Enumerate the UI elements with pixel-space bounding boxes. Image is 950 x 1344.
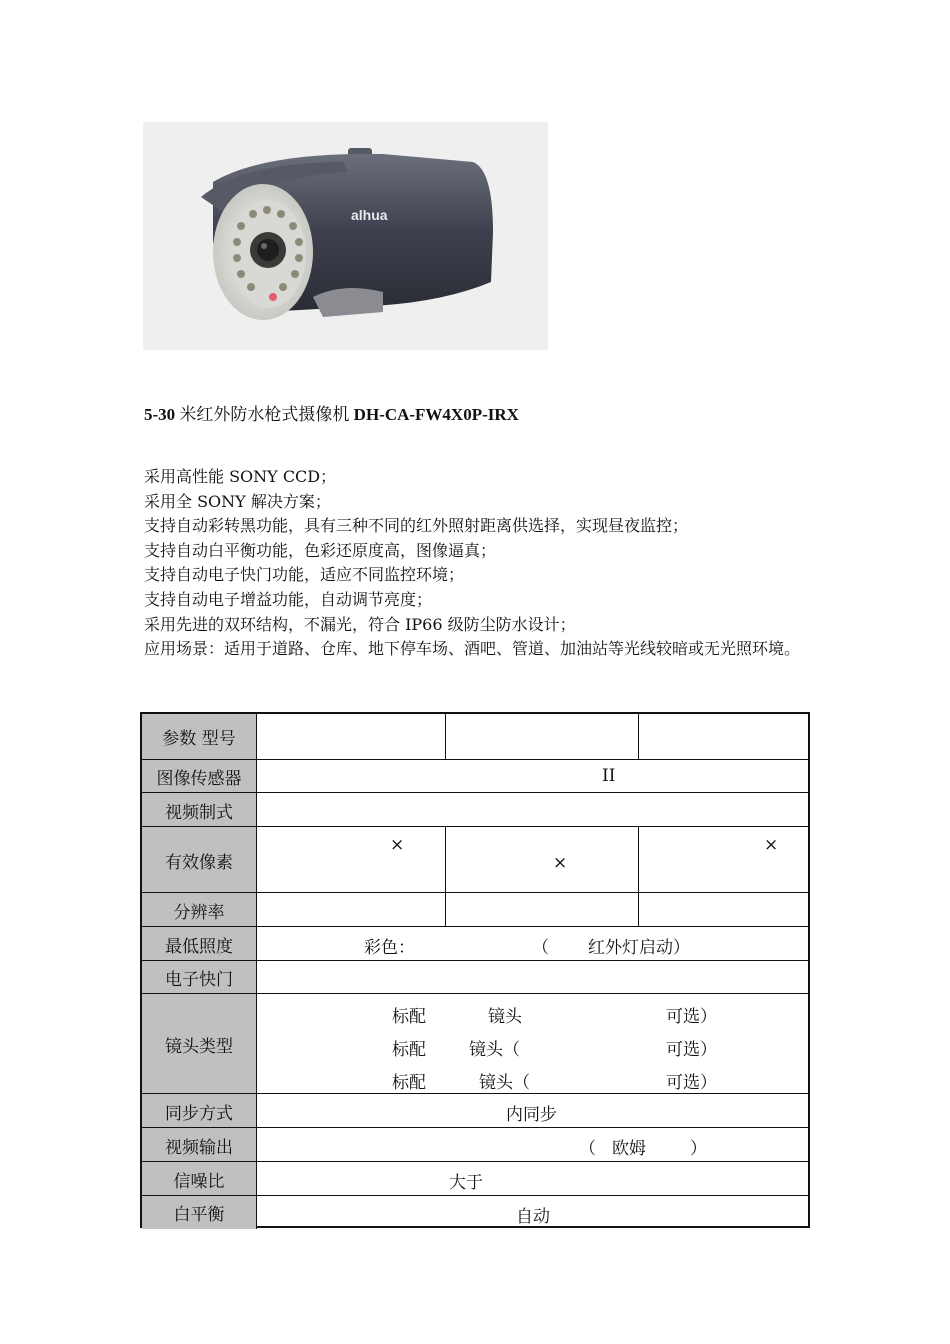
spec-label: 图像传感器 (142, 760, 257, 793)
lens-option: 标配 (392, 1007, 426, 1027)
spec-row-lens (142, 993, 808, 1094)
spec-row-model (142, 714, 808, 759)
spec-label: 白平衡 (142, 1196, 257, 1229)
spec-label: 信噪比 (142, 1162, 257, 1196)
spec-label: 最低照度 (142, 927, 257, 961)
spec-row-pixels (142, 826, 808, 893)
snr-value: 大于 (449, 1173, 483, 1193)
min-lux-ir: 红外灯启动） (588, 938, 690, 958)
spec-row-video-standard (142, 792, 808, 827)
pixels-value: × (390, 835, 405, 855)
spec-label: 同步方式 (142, 1094, 257, 1128)
min-lux-paren: （ (532, 938, 549, 958)
title-model: DH-CA-FW4X0P-IRX (353, 405, 519, 424)
feature-item: 采用高性能 SONY CCD； (144, 467, 337, 486)
lens-option: 可选） (666, 1073, 717, 1093)
spec-row-white-balance (142, 1195, 808, 1229)
spec-label: 分辨率 (142, 893, 257, 927)
feature-item: 采用先进的双环结构，不漏光，符合 IP66 级防尘防水设计； (144, 614, 576, 634)
spec-row-sensor (142, 759, 808, 793)
spec-label: 视频输出 (142, 1128, 257, 1162)
product-photo (143, 122, 548, 350)
spec-label: 视频制式 (142, 793, 257, 827)
lens-option: 镜头 (488, 1007, 522, 1027)
lens-option: 标配 (392, 1073, 426, 1093)
video-out-paren-close: ） (690, 1139, 707, 1159)
title-range: 5-30 (144, 405, 176, 424)
video-out-paren-open: （ (579, 1139, 596, 1159)
feature-item: 采用全 SONY 解决方案； (144, 491, 331, 511)
lens-option: 可选） (666, 1007, 717, 1027)
lens-option: 镜头（ (479, 1073, 530, 1093)
sync-value: 内同步 (506, 1105, 557, 1125)
product-title (144, 400, 519, 425)
spec-row-min-illumination (142, 926, 808, 961)
pixels-value: × (764, 835, 779, 855)
spec-row-resolution (142, 892, 808, 927)
feature-item: 支持自动白平衡功能，色彩还原度高，图像逼真； (144, 540, 497, 560)
spec-row-sync (142, 1093, 808, 1128)
feature-item: 支持自动彩转黑功能，具有三种不同的红外照射距离供选择，实现昼夜监控； (144, 516, 689, 536)
wb-value: 自动 (516, 1207, 550, 1227)
column-divider (445, 893, 446, 927)
column-divider (638, 893, 639, 927)
sensor-value: II (602, 766, 616, 786)
min-lux-color: 彩色： (364, 938, 415, 958)
spec-label: 镜头类型 (142, 994, 257, 1094)
title-description: 米红外防水枪式摄像机 (175, 405, 354, 424)
camera-illustration (143, 122, 548, 350)
column-divider (638, 827, 639, 893)
spec-label: 电子快门 (142, 961, 257, 994)
spec-row-snr (142, 1161, 808, 1196)
spec-label: 有效像素 (142, 827, 257, 893)
lens-option: 镜头（ (469, 1040, 520, 1060)
feature-list (144, 465, 824, 662)
pixels-value: × (553, 853, 568, 873)
video-out-ohm: 欧姆 (612, 1139, 646, 1159)
column-divider (445, 714, 446, 759)
feature-item: 支持自动电子增益功能，自动调节亮度； (144, 589, 433, 609)
spec-table (140, 712, 810, 1228)
feature-item: 应用场景：适用于道路、仓库、地下停车场、酒吧、管道、加油站等光线较暗或无光照环境。 (144, 639, 801, 659)
lens-option: 可选） (666, 1040, 717, 1060)
column-divider (638, 714, 639, 759)
spec-label: 参数 型号 (142, 714, 257, 759)
lens-option: 标配 (392, 1040, 426, 1060)
brand-logo: alhua (351, 207, 388, 223)
spec-row-shutter (142, 960, 808, 994)
spec-row-video-output (142, 1127, 808, 1162)
feature-item: 支持自动电子快门功能，适应不同监控环境； (144, 565, 465, 585)
column-divider (445, 827, 446, 893)
